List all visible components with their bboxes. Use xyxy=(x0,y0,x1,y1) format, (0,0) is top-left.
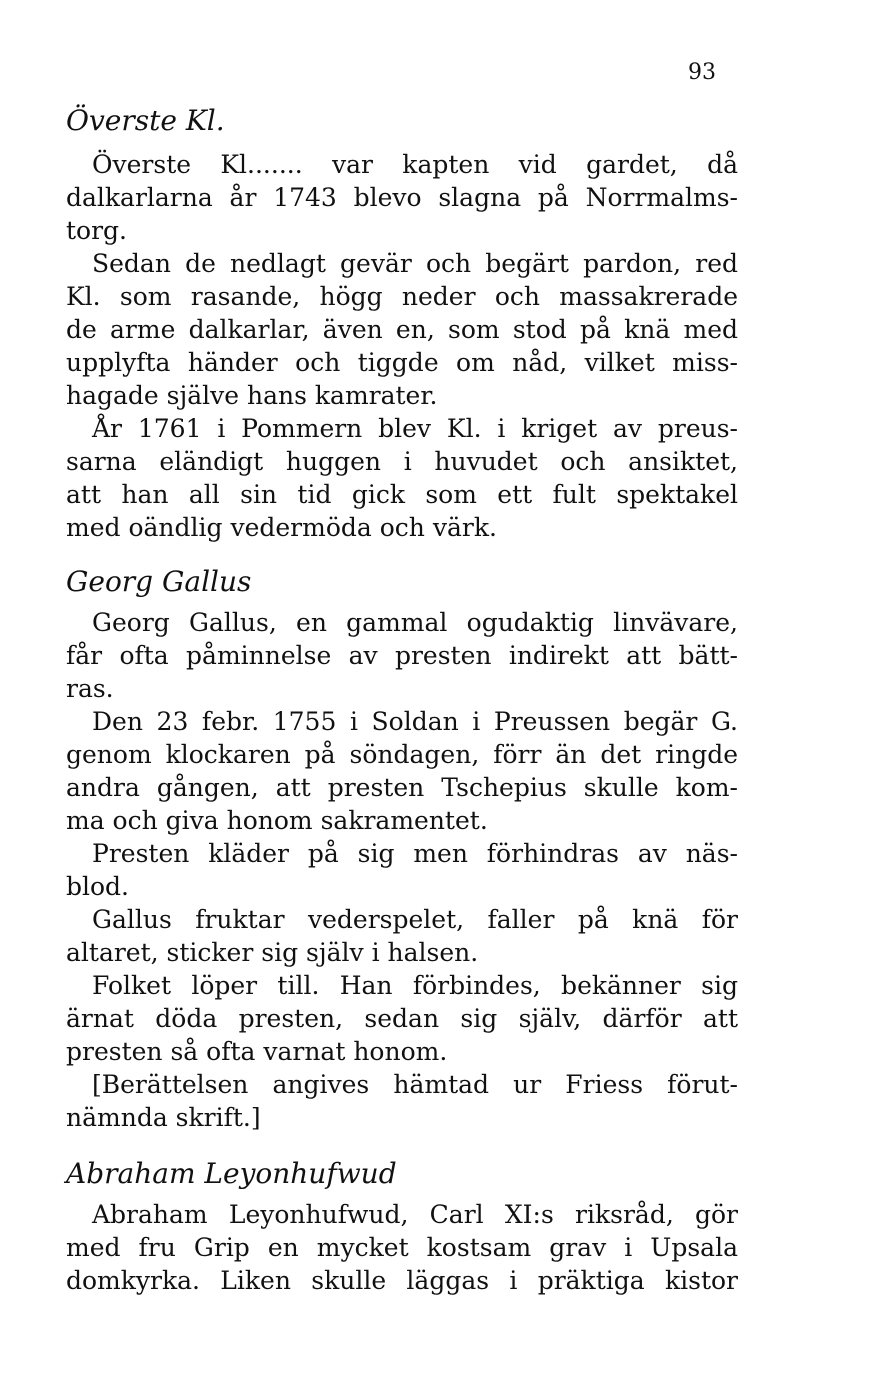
text-line: sarna eländigt huggen i huvudet och ansiktet, xyxy=(66,447,738,476)
text-line: Abraham Leyonhufwud, Carl XI:s riksråd, gör xyxy=(92,1200,738,1229)
text-line: domkyrka. Liken skulle läggas i präktiga kistor xyxy=(66,1266,738,1295)
page-number: 93 xyxy=(688,60,716,85)
text-line: genom klockaren på söndagen, förr än det ringde xyxy=(66,740,738,769)
section-heading: Abraham Leyonhufwud xyxy=(66,1157,397,1190)
text-line: hagade själve hans kamrater. xyxy=(66,381,438,410)
text-line: Sedan de nedlagt gevär och begärt pardon, red xyxy=(92,249,738,278)
text-line: presten så ofta varnat honom. xyxy=(66,1037,448,1066)
text-line: altaret, sticker sig själv i halsen. xyxy=(66,938,479,967)
text-line: År 1761 i Pommern blev Kl. i kriget av preus- xyxy=(92,414,738,443)
text-line: ras. xyxy=(66,674,114,703)
section-heading: Överste Kl. xyxy=(66,104,225,137)
text-line: blod. xyxy=(66,872,130,901)
text-line: torg. xyxy=(66,216,127,245)
text-line: med oändlig vedermöda och värk. xyxy=(66,513,497,542)
text-line: Den 23 febr. 1755 i Soldan i Preussen begär G. xyxy=(92,707,738,736)
text-line: Presten kläder på sig men förhindras av näs- xyxy=(92,839,738,868)
section-heading: Georg Gallus xyxy=(66,565,252,598)
text-line: nämnda skrift.] xyxy=(66,1103,261,1132)
text-line: dalkarlarna år 1743 blevo slagna på Norrmalms- xyxy=(66,183,738,212)
text-line: ma och giva honom sakramentet. xyxy=(66,806,488,835)
text-line: Överste Kl....... var kapten vid gardet, då xyxy=(92,150,738,179)
text-line: [Berättelsen angives hämtad ur Friess förut- xyxy=(92,1070,738,1099)
text-line: Kl. som rasande, högg neder och massakrerade xyxy=(66,282,738,311)
text-line: ärnat döda presten, sedan sig själv, därför att xyxy=(66,1004,738,1033)
text-line: Folket löper till. Han förbindes, bekänner sig xyxy=(92,971,738,1000)
text-line: upplyfta händer och tiggde om nåd, vilket miss- xyxy=(66,348,738,377)
text-line: med fru Grip en mycket kostsam grav i Upsala xyxy=(66,1233,738,1262)
text-line: Georg Gallus, en gammal ogudaktig linvävare, xyxy=(92,608,738,637)
text-line: de arme dalkarlar, även en, som stod på knä med xyxy=(66,315,738,344)
text-line: Gallus fruktar vederspelet, faller på knä för xyxy=(92,905,738,934)
text-line: andra gången, att presten Tschepius skulle kom- xyxy=(66,773,738,802)
text-line: att han all sin tid gick som ett fult spektakel xyxy=(66,480,738,509)
text-line: får ofta påminnelse av presten indirekt att bätt- xyxy=(66,641,738,670)
